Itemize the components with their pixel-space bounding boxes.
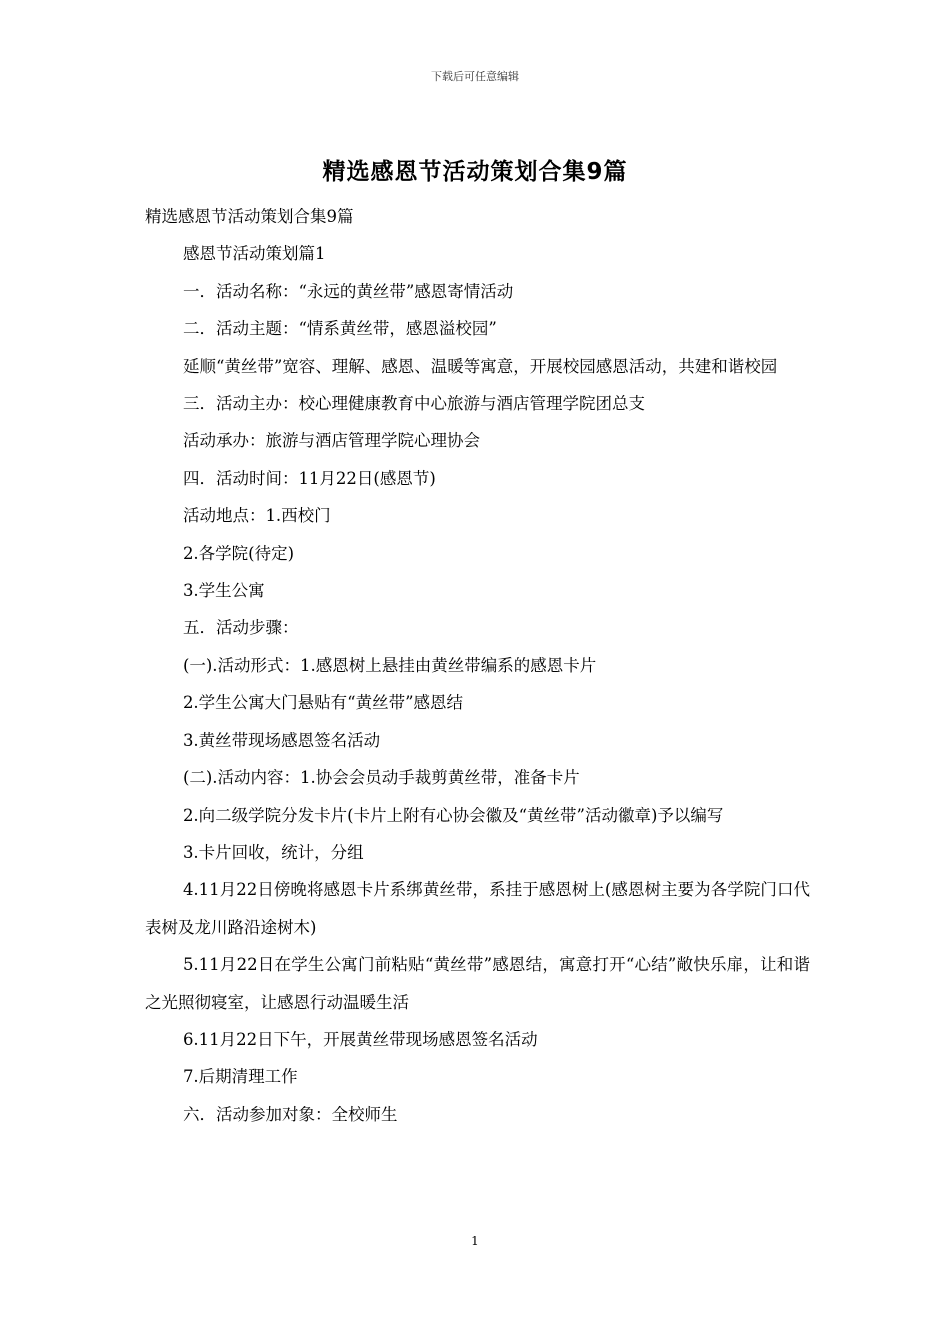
body-paragraph: 4.11月22日傍晚将感恩卡片系绑黄丝带，系挂于感恩树上(感恩树主要为各学院门口代表树及龙川路沿途树木) (145, 880, 810, 937)
body-paragraph: 2.向二级学院分发卡片(卡片上附有心协会徽及“黄丝带”活动徽章)予以编写 (182, 805, 724, 825)
body-paragraph: 延顺“黄丝带”宽容、理解、感恩、温暖等寓意，开展校园感恩活动，共建和谐校园 (182, 356, 778, 376)
body-paragraph: 精选感恩节活动策划合集9篇 (145, 207, 354, 226)
body-paragraph: 四．活动时间：11月22日(感恩节) (182, 468, 436, 488)
body-paragraph: (一).活动形式：1.感恩树上悬挂由黄丝带编系的感恩卡片 (182, 655, 597, 675)
body-paragraph: (二).活动内容：1.协会会员动手裁剪黄丝带，准备卡片 (182, 768, 580, 788)
body-paragraph: 六．活动参加对象：全校师生 (182, 1104, 398, 1124)
body-paragraph: 三．活动主办：校心理健康教育中心旅游与酒店管理学院团总支 (182, 394, 645, 414)
body-paragraph: 活动承办：旅游与酒店管理学院心理协会 (182, 431, 480, 451)
page-header-note: 下载后可任意编辑 (431, 70, 519, 83)
document-body (145, 198, 810, 1133)
document-title: 精选感恩节活动策划合集9篇 (322, 159, 628, 185)
body-paragraph: 五．活动步骤： (182, 618, 299, 638)
body-paragraph: 3.卡片回收，统计，分组 (182, 842, 364, 862)
body-paragraph: 3.黄丝带现场感恩签名活动 (182, 730, 381, 750)
body-paragraph: 一．活动名称：“永远的黄丝带”感恩寄情活动 (182, 281, 514, 301)
body-paragraph: 活动地点：1.西校门 (182, 506, 331, 526)
body-paragraph: 6.11月22日下午，开展黄丝带现场感恩签名活动 (182, 1029, 538, 1049)
body-paragraph: 7.后期清理工作 (182, 1067, 298, 1087)
body-paragraph: 2.各学院(待定) (182, 543, 295, 563)
page-number: 1 (471, 1234, 479, 1248)
body-paragraph: 感恩节活动策划篇1 (182, 244, 326, 264)
body-paragraph: 3.学生公寓 (182, 581, 265, 601)
body-paragraph: 5.11月22日在学生公寓门前粘贴“黄丝带”感恩结，寓意打开“心结”敞快乐扉，让和谐之光照彻寝室，让感恩行动温暖生活 (145, 955, 810, 1012)
body-paragraph: 2.学生公寓大门悬贴有“黄丝带”感恩结 (182, 693, 464, 713)
body-paragraph: 二．活动主题：“情系黄丝带，感恩溢校园” (182, 319, 497, 339)
